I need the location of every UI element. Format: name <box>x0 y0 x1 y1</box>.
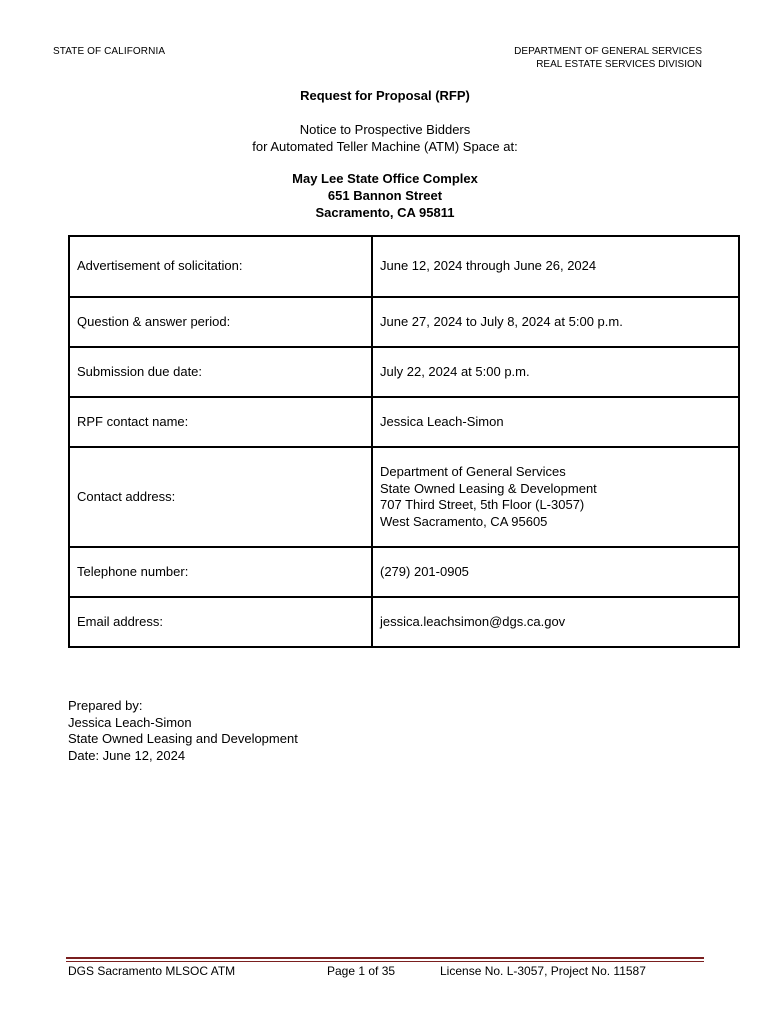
prepared-date: Date: June 12, 2024 <box>68 747 186 763</box>
location-street: 651 Bannon Street <box>327 188 443 203</box>
table-row <box>69 597 739 647</box>
address-line: Department of General Services <box>380 464 566 479</box>
state-header: STATE OF CALIFORNIA <box>53 46 166 57</box>
table-row <box>69 347 739 397</box>
row-label: Question & answer period: <box>69 297 372 347</box>
row-value: June 27, 2024 to July 8, 2024 at 5:00 p.m. <box>372 297 739 347</box>
row-value-email: jessica.leachsimon@dgs.ca.gov <box>372 597 739 647</box>
row-value: (279) 201-0905 <box>372 547 739 597</box>
row-label: Email address: <box>69 597 372 647</box>
row-value-address <box>372 447 739 547</box>
row-value: Jessica Leach-Simon <box>372 397 739 447</box>
table-row <box>69 547 739 597</box>
footer-rule <box>66 957 704 959</box>
solicitation-info-table <box>68 235 740 648</box>
row-value: June 12, 2024 through June 26, 2024 <box>372 236 739 297</box>
footer-document-name: DGS Sacramento MLSOC ATM <box>68 964 236 978</box>
table-row <box>69 397 739 447</box>
footer-rule-thin <box>66 961 704 962</box>
document-title: Request for Proposal (RFP) <box>300 88 470 103</box>
prepared-unit: State Owned Leasing and Development <box>68 731 298 746</box>
location-name: May Lee State Office Complex <box>292 171 478 186</box>
notice-block <box>0 121 770 155</box>
notice-line-1: Notice to Prospective Bidders <box>299 122 471 137</box>
row-label: Telephone number: <box>69 547 372 597</box>
department-name: DEPARTMENT OF GENERAL SERVICES <box>514 46 702 57</box>
row-label: Advertisement of solicitation: <box>69 236 372 297</box>
department-header <box>514 46 702 71</box>
division-name: REAL ESTATE SERVICES DIVISION <box>536 58 702 70</box>
address-line: 707 Third Street, 5th Floor (L-3057) <box>380 497 585 512</box>
row-label: Submission due date: <box>69 347 372 397</box>
footer-page-number: Page 1 of 35 <box>327 964 396 978</box>
prepared-heading: Prepared by: <box>68 698 143 713</box>
table-row <box>69 447 739 547</box>
prepared-name: Jessica Leach-Simon <box>68 714 192 730</box>
table-row <box>69 236 739 297</box>
location-block <box>0 170 770 221</box>
address-line: West Sacramento, CA 95605 <box>380 513 548 529</box>
location-city: Sacramento, CA 95811 <box>315 205 455 220</box>
row-label: RPF contact name: <box>69 397 372 447</box>
prepared-by-block <box>68 698 298 764</box>
table-row <box>69 297 739 347</box>
row-label: Contact address: <box>69 447 372 547</box>
address-line: State Owned Leasing & Development <box>380 480 597 496</box>
notice-line-2: for Automated Teller Machine (ATM) Space at: <box>252 139 518 154</box>
row-value: July 22, 2024 at 5:00 p.m. <box>372 347 739 397</box>
footer-license: License No. L-3057, Project No. 11587 <box>440 964 646 978</box>
